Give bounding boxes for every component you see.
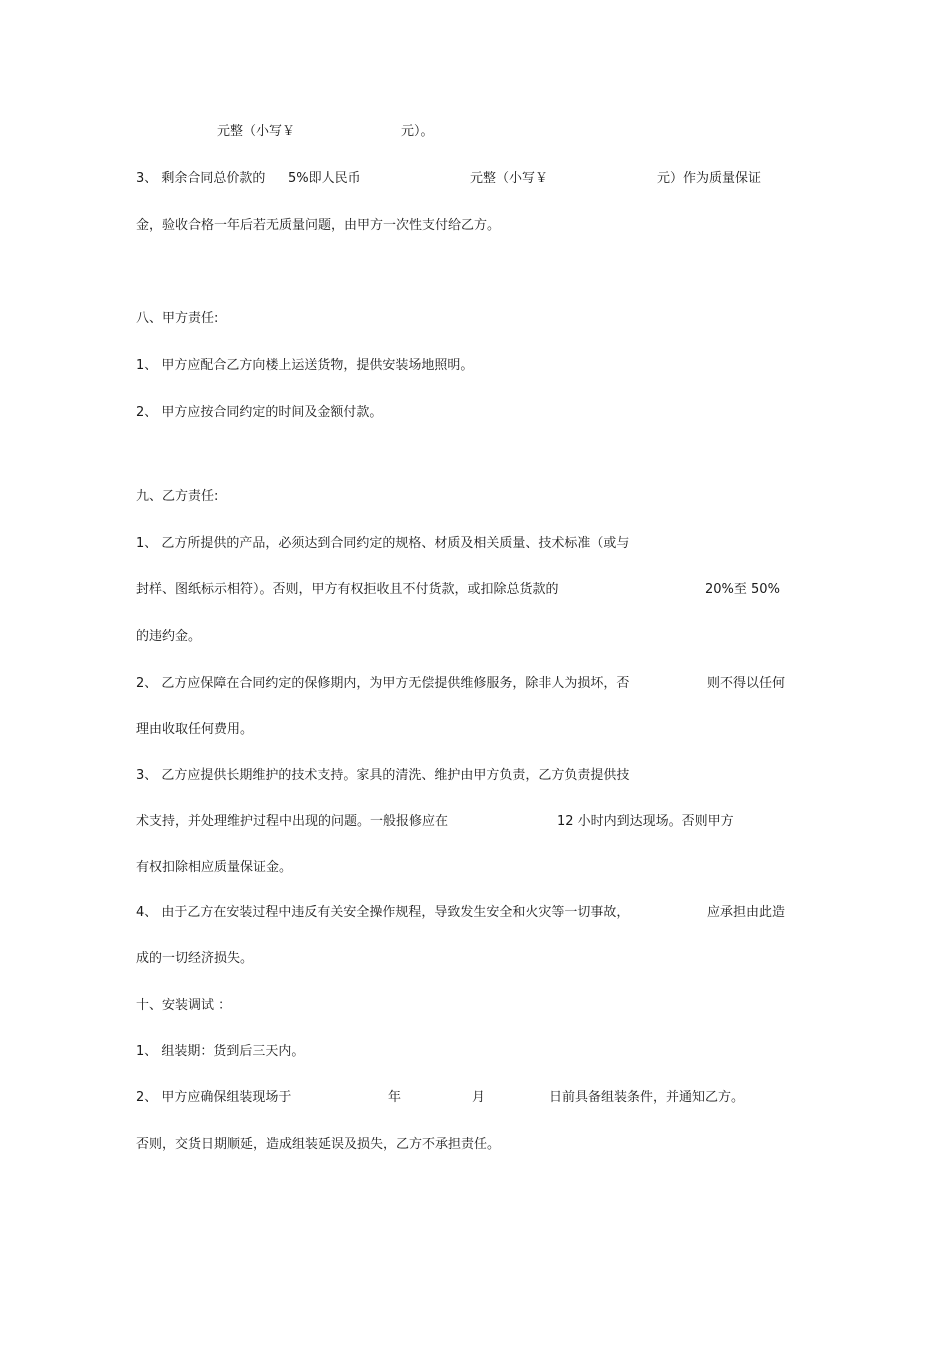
- heading-party-a-duties: 八、甲方责任:: [136, 311, 219, 326]
- line-party-b-4-cont: 成的一切经济损失。: [136, 951, 254, 966]
- text-segment: 2、 乙方应保障在合同约定的保修期内，为甲方无偿提供维修服务，除非人为损坏，否: [136, 676, 630, 691]
- text-segment: 3、 剩余合同总价款的: [136, 171, 266, 186]
- text-segment: 应承担由此造: [707, 905, 786, 920]
- text-segment: 12 小时内到达现场。否则甲方: [557, 814, 734, 829]
- line-party-b-2-cont: 理由收取任何费用。: [136, 722, 254, 737]
- text-segment: 5%即人民币: [288, 171, 361, 186]
- text-segment: 年: [388, 1090, 402, 1105]
- heading-installation: 十、安装调试 ：: [136, 998, 232, 1013]
- text-segment: 4、 由于乙方在安装过程中违反有关安全操作规程，导致发生安全和火灾等一切事故，: [136, 905, 630, 920]
- text-segment: 术支持，并处理维护过程中出现的问题。一般报修应在: [136, 814, 449, 829]
- line-party-a-1: 1、 甲方应配合乙方向楼上运送货物，提供安装场地照明。: [136, 358, 474, 373]
- line-party-b-1: 1、 乙方所提供的产品，必须达到合同约定的规格、材质及相关质量、技术标准（或与: [136, 536, 630, 551]
- text-segment: 元）。: [401, 124, 434, 139]
- text-segment: 则不得以任何: [707, 676, 786, 691]
- text-segment: 20%至 50%: [705, 582, 780, 597]
- text-segment: 2、 甲方应确保组装现场于: [136, 1090, 292, 1105]
- line-party-b-3-end: 有权扣除相应质量保证金。: [136, 860, 293, 875]
- text-segment: 封样、图纸标示相符）。否则，甲方有权拒收且不付货款，或扣除总货款的: [136, 582, 559, 597]
- heading-party-b-duties: 九、乙方责任:: [136, 489, 219, 504]
- text-segment: 元整（小写￥: [217, 124, 296, 139]
- line-install-1: 1、 组装期：货到后三天内。: [136, 1044, 305, 1059]
- line-install-2-cont: 否则，交货日期顺延，造成组装延误及损失，乙方不承担责任。: [136, 1137, 501, 1152]
- text-segment: 元整（小写￥: [470, 171, 549, 186]
- line-party-b-3: 3、 乙方应提供长期维护的技术支持。家具的清洗、维护由甲方负责，乙方负责提供技: [136, 768, 630, 783]
- text-segment: 日前具备组装条件，并通知乙方。: [549, 1090, 745, 1105]
- line-party-a-2: 2、 甲方应按合同约定的时间及金额付款。: [136, 405, 383, 420]
- text-segment: 月: [472, 1090, 486, 1105]
- text-segment: 元）作为质量保证: [657, 171, 762, 186]
- line-clause-3-cont: 金，验收合格一年后若无质量问题，由甲方一次性支付给乙方。: [136, 218, 501, 233]
- line-party-b-1-end: 的违约金。: [136, 629, 202, 644]
